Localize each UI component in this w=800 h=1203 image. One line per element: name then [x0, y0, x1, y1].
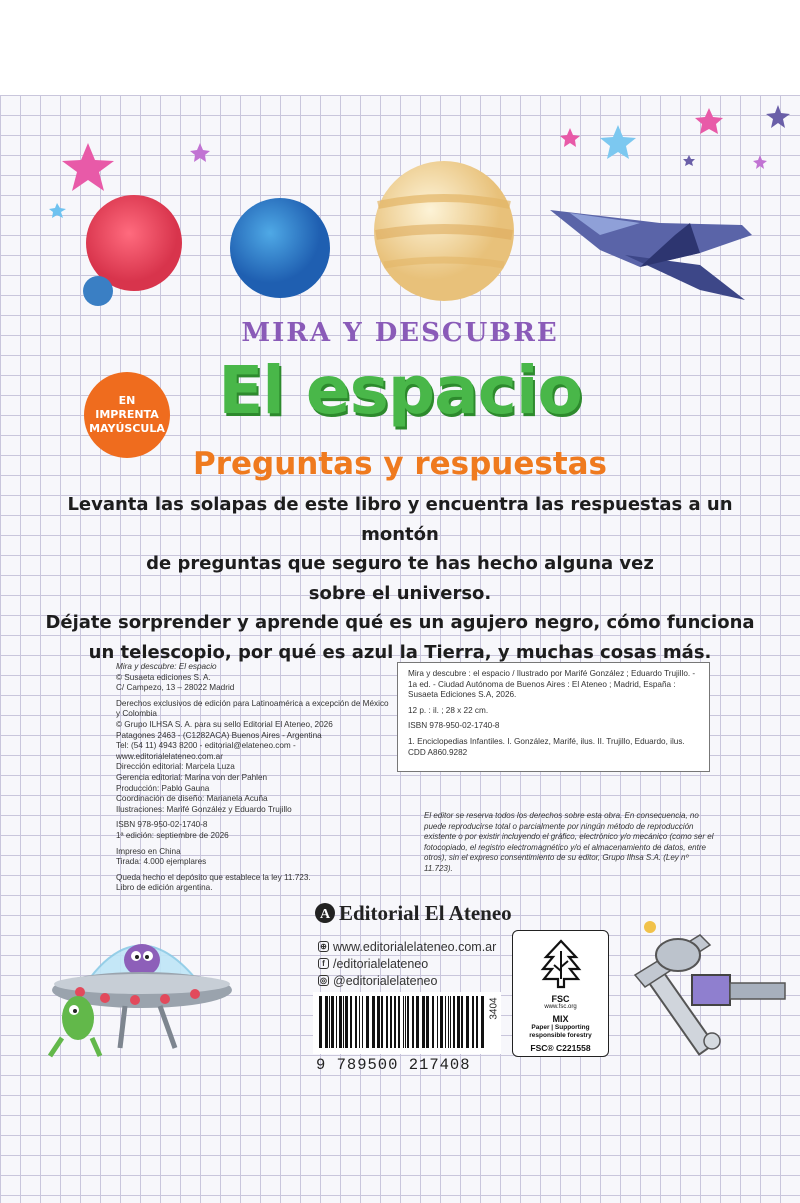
description-line: Levanta las solapas de este libro y encuentra las respuestas a un montón [67, 494, 733, 545]
star-icon [560, 128, 580, 147]
badge-line: EN [118, 394, 136, 407]
barcode-bar [403, 996, 404, 1048]
barcode-bar [386, 996, 388, 1048]
barcode-bar [405, 996, 406, 1048]
fsc-url: www.fsc.org [544, 1004, 577, 1010]
credits-line: Derechos exclusivos de edición para Latinoamérica a excepción de México y Colombia [116, 698, 389, 719]
credits-line: ISBN 978-950-02-1740-8 [116, 820, 208, 830]
spaceship-icon [550, 210, 752, 300]
barcode-bar [381, 996, 383, 1048]
cip-paragraph [408, 737, 699, 758]
description-line: de preguntas que seguro te has hecho alguna vez [146, 553, 654, 574]
svg-text:A: A [319, 907, 331, 922]
credits-line: Mira y descubre: El espacio [116, 662, 217, 671]
credits-line: Tirada: 4.000 ejemplares [116, 857, 207, 867]
book-subtitle: Preguntas y respuestas [192, 446, 608, 482]
barcode-bar [366, 996, 369, 1048]
barcode-bar [345, 996, 348, 1048]
credits-line: Gerencia editorial: Marina von der Pahlen [116, 772, 268, 782]
credits-paragraph [116, 847, 391, 868]
credits-line: Dirección editorial: Marcela Luza [116, 762, 235, 772]
barcode [313, 992, 501, 1054]
fsc-code: FSC® C221558 [530, 1043, 591, 1053]
credits-line: Producción: Pablo Gauna [116, 783, 210, 793]
barcode-bar [466, 996, 469, 1048]
star-icon [753, 155, 767, 169]
book-description [40, 490, 760, 667]
barcode-digits: 9 789500 217408 [316, 1056, 471, 1074]
website-link[interactable]: www.editorialelateneo.com.ar [333, 939, 497, 954]
ateneo-logo-icon [314, 902, 336, 924]
barcode-bar [343, 996, 344, 1048]
fsc-tree-icon [534, 937, 588, 989]
barcode-bar [422, 996, 425, 1048]
rights-notice: El editor se reserva todos los derechos sobre esta obra. En consecuencia, no puede reproducirse total o parcialmente por ningún método de reproducción existente o por existir incluyendo el gráfico, electrónico y/o mecánico (como ser el fotocopiado, el registro electromagnético y/o el almacenamiento de datos, entre otros), sin el expreso consentimiento de su editor, Grupo Ilhsa S.A. (Ley nº 11.723). [424, 811, 714, 873]
star-icon [190, 143, 210, 162]
cip-paragraph [408, 721, 699, 732]
badge-line: IMPRENTA [95, 408, 159, 421]
cip-line: ISBN 978-950-02-1740-8 [408, 721, 500, 731]
barcode-bar [398, 996, 400, 1048]
credits-block [116, 662, 391, 899]
fsc-label: FSC [551, 994, 570, 1004]
barcode-bar [461, 996, 463, 1048]
fsc-mix: MIX [552, 1014, 569, 1024]
credits-line: Tel: (54 11) 4943 8200 - editorial@elateneo.com - www.editorialelateneo.com.ar [116, 741, 296, 761]
cip-paragraph [408, 669, 699, 701]
publisher-contacts [318, 938, 496, 989]
credits-paragraph [116, 820, 391, 841]
publisher-name: Editorial El Ateneo [339, 900, 512, 925]
description-line: Déjate sorprender y aprende qué es un agujero negro, cómo funciona [45, 612, 755, 633]
star-icon [683, 155, 695, 166]
credits-line: 1ª edición: septiembre de 2026 [116, 830, 229, 840]
globe-icon: ⊕ [318, 941, 329, 952]
barcode-bar [355, 996, 357, 1048]
barcode-bar [448, 996, 449, 1048]
barcode-bar [407, 996, 409, 1048]
fsc-certification [512, 930, 609, 1057]
publisher-logo [314, 900, 512, 926]
barcode-bar [331, 996, 334, 1048]
credits-line: Ilustraciones: Marifé González y Eduardo Trujillo [116, 804, 292, 814]
credits-line: Coordinación de diseño: Marianela Acuña [116, 794, 268, 804]
book-title: El espacio [218, 352, 582, 429]
instagram-icon: ◎ [318, 975, 329, 986]
barcode-bar [437, 996, 438, 1048]
facebook-icon: f [318, 958, 329, 969]
star-icon [766, 105, 790, 128]
cip-line: 1. Enciclopedias Infantiles. I. González, Marifé, ilus. II. Trujillo, Eduardo, ilus. [408, 736, 685, 746]
barcode-bar [372, 996, 375, 1048]
ufo-illustration [40, 918, 240, 1058]
space-illustration [0, 95, 800, 325]
barcode-bar [336, 996, 337, 1048]
credits-line: © Grupo ILHSA S. A. para su sello Editorial El Ateneo, 2026 [116, 719, 333, 729]
planet-icon [83, 276, 113, 306]
barcode-bar [453, 996, 455, 1048]
satellite-icon [635, 921, 785, 1054]
barcode-bar [359, 996, 360, 1048]
barcode-bar [377, 996, 380, 1048]
credits-line: Queda hecho el depósito que establece la ley 11.723. [116, 872, 311, 882]
planet-icon [230, 198, 330, 298]
barcode-bar [440, 996, 443, 1048]
barcode-bar [426, 996, 429, 1048]
description-line: un telescopio, por qué es azul la Tierra, y muchas cosas más. [88, 641, 712, 663]
barcode-bar [412, 996, 414, 1048]
fsc-claim: Paper | Supporting responsible forestry [529, 1024, 592, 1039]
star-icon [600, 125, 636, 159]
barcode-bar [457, 996, 460, 1048]
cip-paragraph [408, 706, 699, 717]
star-icon [49, 203, 66, 218]
star-icon [695, 108, 723, 134]
satellite-illustration [630, 915, 800, 1065]
side-code-text: 3404 [488, 996, 500, 1020]
cataloging-record [397, 662, 710, 772]
barcode-bar [472, 996, 474, 1048]
credits-line: © Susaeta ediciones S. A. [116, 672, 211, 682]
cip-line: 12 p. : il. ; 28 x 22 cm. [408, 705, 489, 715]
credits-line: Libro de edición argentina. [116, 883, 213, 893]
barcode-bar [329, 996, 330, 1048]
barcode-bar [416, 996, 419, 1048]
credits-paragraph [116, 662, 391, 694]
barcode-bar [339, 996, 342, 1048]
barcode-bar [350, 996, 352, 1048]
credits-line: Patagones 2463 - (C1282ACA) Buenos Aires - Argentina [116, 730, 322, 740]
credits-paragraph [116, 699, 391, 816]
star-icon [62, 143, 114, 191]
credits-paragraph [116, 873, 391, 894]
instagram-link[interactable]: @editorialelateneo [333, 973, 438, 988]
description-line: sobre el universo. [308, 582, 492, 604]
barcode-bar [390, 996, 392, 1048]
barcode-bar [476, 996, 478, 1048]
barcode-side-code [484, 988, 504, 1028]
series-title: MIRA Y DESCUBRE [241, 318, 559, 348]
barcode-bar [445, 996, 446, 1048]
cip-line: Mira y descubre : el espacio / Ilustrado por Marifé González ; Eduardo Trujillo. - 1a ed. - Ciudad Autónoma de Buenos Aires : El Ateneo ; Madrid, España : Susaeta Ediciones S.A, 2026. [408, 669, 696, 700]
barcode-bar [450, 996, 451, 1048]
barcode-bar [432, 996, 434, 1048]
credits-line: C/ Campezo, 13 – 28022 Madrid [116, 683, 235, 693]
credits-line: Impreso en China [116, 846, 181, 856]
facebook-link[interactable]: /editorialelateneo [333, 956, 429, 971]
badge-line: MAYÚSCULA [89, 422, 165, 435]
barcode-bar [394, 996, 396, 1048]
planet-icon [374, 161, 514, 301]
barcode-bar [325, 996, 328, 1048]
cip-line: CDD A860.9282 [408, 747, 468, 757]
barcode-bar [319, 996, 322, 1048]
barcode-bar [362, 996, 363, 1048]
